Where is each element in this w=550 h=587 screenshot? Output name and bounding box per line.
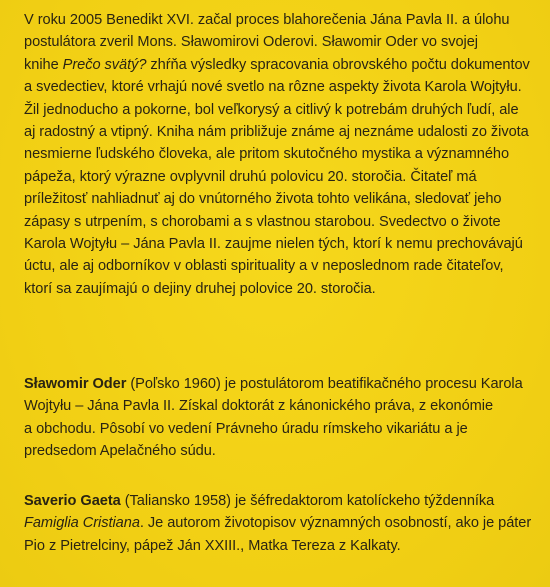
text-line: pápeža, ktorý výrazne ovplyvnil druhú polovicu 20. storočia. Čitateľ má: [24, 168, 477, 185]
magazine-title: Famiglia Cristiana: [24, 515, 140, 532]
text-line: Karola Wojtyłu – Jána Pavla II. zaujme nielen tých, ktorí k nemu prechovávajú: [24, 236, 523, 253]
text-run: . Je autorom životopisov významných osobností, ako je páter: [139, 515, 532, 532]
text-line: Wojtyłu – Jána Pavla II. Získal doktorát z kánonického práva, z ekonómie: [24, 398, 494, 415]
text-line: úctu, ale aj odborníkov v oblasti spirituality a v neposlednom rade čitateľov,: [24, 258, 504, 275]
text-line: nesmierne ľudského človeka, ale pritom skutočného mystika a významného: [24, 146, 510, 163]
text-line: a obchodu. Pôsobí vo vedení Právneho úradu rímskeho vikariátu a je: [24, 420, 468, 437]
text-line: [24, 512, 534, 534]
text-line: postulátora zveril Mons. Sławomirovi Oderovi. Sławomir Oder vo svojej: [24, 34, 478, 51]
author-name: Saverio Gaeta: [24, 493, 121, 509]
text-line: ktorí sa zaujímajú o dejiny druhej polovice 20. storočia.: [24, 280, 376, 297]
text-line: [24, 490, 534, 512]
book-description: [24, 9, 534, 300]
text-line: predsedom Apelačného súdu.: [24, 443, 216, 460]
text-line: [24, 54, 534, 76]
author-bio-gaeta: [24, 490, 534, 557]
text-line: Pio z Pietrelciny, pápež Ján XXIII., Matka Tereza z Kalkaty.: [24, 537, 401, 554]
text-line: príležitosť nahliadnuť aj do vnútorného života tohto velikána, sledovať jeho: [24, 191, 502, 208]
text-line: Žil jednoducho a pokorne, bol veľkorysý a citlivý k potrebám druhých ľudí, ale: [24, 101, 519, 118]
text-run: (Taliansko 1958) je šéfredaktorom katolíckeho týždenníka: [120, 493, 495, 509]
text-run: (Poľsko 1960) je postulátorom beatifikačného procesu Karola: [126, 376, 523, 392]
text-run: zhŕňa výsledky spracovania obrovského počtu dokumentov: [146, 56, 530, 73]
text-line: [24, 373, 534, 395]
book-title: Prečo svätý?: [62, 56, 147, 73]
text-line: a svedectiev, ktoré vrhajú nové svetlo na rôzne aspekty života Karola Wojtyłu.: [24, 79, 522, 96]
author-name: Sławomir Oder: [24, 376, 127, 392]
text-run: knihe: [24, 56, 63, 73]
author-bio-oder: [24, 373, 534, 463]
text-line: aj radostný a vtipný. Kniha nám približuje známe aj neznáme udalosti zo života: [24, 124, 529, 141]
text-line: zápasy s utrpením, s chorobami a s vlastnou starobou. Svedectvo o živote: [24, 213, 501, 230]
text-line: V roku 2005 Benedikt XVI. začal proces blahorečenia Jána Pavla II. a úlohu: [24, 12, 510, 28]
